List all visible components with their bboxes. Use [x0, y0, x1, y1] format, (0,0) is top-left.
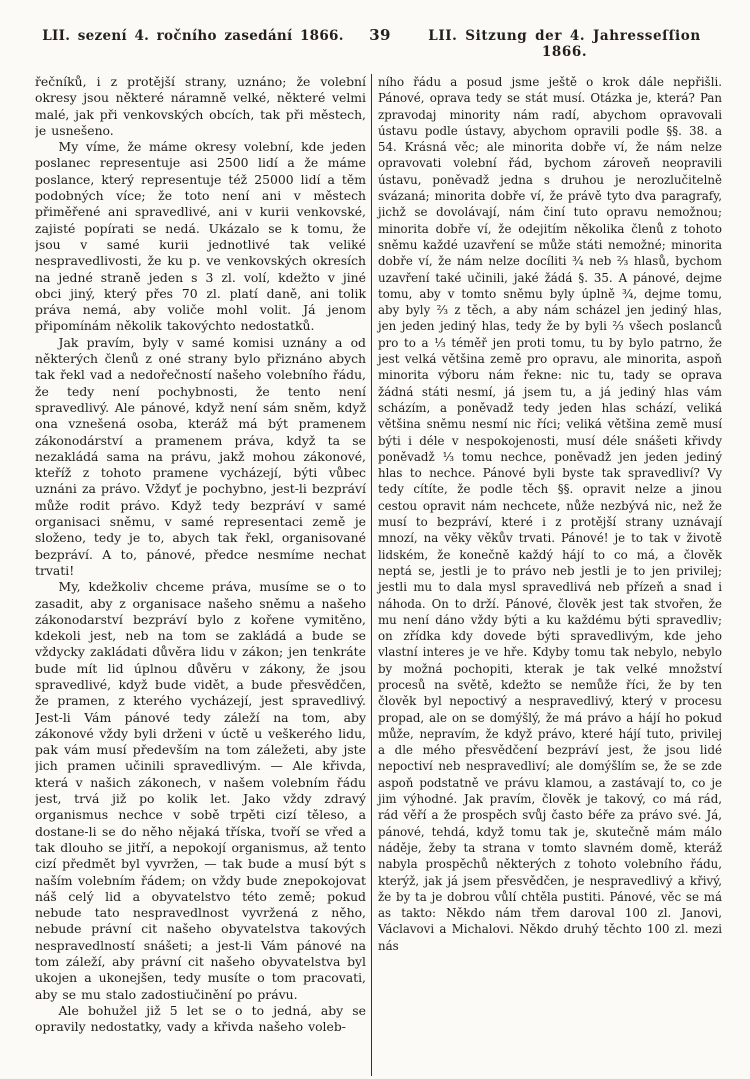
paragraph: My víme, že máme okresy volební, kde jeden poslanec representuje asi 2500 lidí a že máme poslance, který representuje též 25000 lidí a těm podobných více; že toto není ani v městech přiměřené ani spravedlivé, ani v kurii venkovské, zajisté popírati se nedá. Ukázalo se k tomu, že jsou v samé kurii jednotlivé tak veliké nespravedlivosti, že ku p. ve venkovských okresích na jedné straně jeden s 3 zl. volí, kdežto v jiné obci jiný, který přes 70 zl. platí daně, ani tolik práva nemá, aby voliče mohl volit. Já jenom připomínám několik takovýchto nedostatků.: [35, 139, 366, 334]
paragraph: Jak pravím, byly v samé komisi uznány a od některých členů z oné strany bylo přiznáno abych tak řekl vad a nedořečností našeho volebního řádu, že tedy není pochybnosti, že tento není spravedlivý. Ale pánové, když není sám sněm, když ona vznešená osoba, kteráž má být pramenem zákonodárství a pramenem práva, když ta se nezakládá sama na právu, jakž mohou zákonové, kteříž z tohoto pramene vycházejí, býti vůbec uznáni za právo. Vždyť je pochybno, jest-li bezpráví může rodit právo. Když tedy bezpráví v samé organisaci sněmu, v samé representaci země je složeno, tedy je to, abych tak řekl, organisované bezpráví. A to, pánové, předce nesmíme nechat trvati!: [35, 334, 366, 578]
text-columns: [0, 74, 750, 1076]
page-number: 39: [369, 26, 391, 44]
left-column: [35, 74, 371, 1076]
page-header: [0, 0, 750, 60]
paragraph: Ale bohužel již 5 let se o to jedná, aby se opravily nedostatky, vady a křivda našeho voleb-: [35, 1002, 366, 1035]
right-column: [372, 74, 722, 1076]
paragraph: řečníků, i z protější strany, uznáno; že volební okresy jsou některé náramně velké, některé velmi malé, jak při venkovských obcích, tak při městech, je usnešeno.: [35, 74, 366, 138]
header-title-czech: LII. sezení 4. ročního zasedání 1866.: [42, 28, 344, 44]
paragraph: ního řádu a posud jsme ještě o krok dále nepřišli. Pánové, oprava tedy se stát musí. Otázka je, která? Pan zpravodaj minority nám radí, abychom opravovali ústavu podle ústavy, abychom opravili podle §§. 38. a 54. Krásná věc; ale minorita dobře ví, že nám nelze opravovati volební řád, bychom zároveň neopravili ústavu, poněvadž jedna s druhou je nerozlučitelně svázaná; minorita dobře ví, že právě tyto dva paragrafy, jichž se dovolávají, nám činí tuto opravu nemožnou; minorita dobře ví, že odejitím několika členů z tohoto sněmu každé uzavření se může státi nemožné; minorita dobře ví, že nám nelze docíliti ¾ neb ⅔ hlasů, bychom uzavření také učinili, jaké žádá §. 35. A pánové, dejme tomu, aby v tomto sněmu byly úplně ¾, dejme tomu, aby byly ⅔ z těch, a aby nám scházel jen jediný hlas, jen jeden jediný hlas, tedy že by byli ⅔ všech poslanců pro to a ⅓ téměř jen proti tomu, tu by bylo patrno, že jest velká většina země pro opravu, ale minorita, aspoň minorita výboru nám řekne: nic tu, tady se oprava žádná státi nesmí, já jsem tu, a já jediný hlas vám scházím, a poněvadž tedy jeden hlas schází, veliká většina sněmu nesmí nic říci; veliká většina země musí býti i déle v nespokojenosti, musí déle snášeti křivdy poněvadž ⅓ tomu nechce, poněvadž jen jeden jediný hlas to nechce. Pánové byli byste tak spravedliví? Vy tedy cítíte, že podle těch §§. opravit nelze a jinou cestou opravit nám nechcete, nůže nezbývá nic, než že musí to bezpráví, které i z protější strany uznávají mnozí, na věky věkův trvati. Pánové! je to tak v životě lidském, že konečně každý hájí to co má, a člověk neptá se, jestli je to právo neb jestli je to jen privilej; jestli mu to dala mysl spravedlivá neb přízeň a snad i náhoda. On to drží. Pánové, člověk jest tak stvořen, že mu není dáno vždy býti a ku každému býti spravedliv; on zřídka kdy dovede býti spravedlivým, kde jeho vlastní interes je ve hře. Kdyby tomu tak nebylo, nebylo by možná pochopiti, kterak je tak velké množství procesů na světě, kdežto se nemůže říci, že by ten člověk byl nepoctivý a nespravedlivý, který v procesu propad, ale on se domýšlý, že má právo a hájí ho pokud může, nepravím, že když právo, které hájí tuto, privilej a dle mého přesvědčení bezpráví jest, že jsou lidé nepoctiví neb nespravedliví; ale domýšlím se, že se zde aspoň podstatně ve právu klamou, a zastávají to, co je jim výhodné. Jak pravím, člověk je takový, co má rád, rád věří a že prospěch svůj často béře za právo své. Já, pánové, tehdá, když tomu tak je, skutečně mám málo náděje, žeby ta strana v tomto slavném domě, kteráž nabyla prospěchů některých z tohoto volebního řádu, kterýž, jak já jsem přesvědčen, je nespravedlivý a křivý, že by ta je dobrou vůlí chtěla pustiti. Pánové, věc se má as takto: Někdo nám třem daroval 100 zl. Janovi, Václavovi a Michalovi. Někdo druhý těchto 100 zl. mezi nás: [378, 75, 722, 953]
paragraph: My, kdežkoliv chceme práva, musíme se o to zasadit, aby z organisace našeho sněmu a našeho zákonodarství bezpráví bylo z kořene vymitěno, kdekoli jest, neb na tom se zakládá a bude se vždycky zakládati důvěra lidu v zákon; jen tenkráte bude mít lid úplnou důvěru v zákony, že jsou spravedlivé, když bude vidět, a bude přesvědčen, že pramen, z kterého vycházejí, jest spravedlivý. Jest-li Vám pánové tedy záleží na tom, aby zákonové vždy byli drženi v úctě u veškerého lidu, pak vám musí především na tom záležeti, aby jste jich pramen učinili spravedlivým. — Ale křivda, která v našich zákonech, v našem volebním řádu jest, trvá již po kolik let. Jako vždy zdravý organismus nechce v sobě trpěti cizí těleso, a dostane-li se do něho nějaká tříska, tvoří se vřed a tak dlouho se jitří, a nepokojí organismus, až tento cizí předmět byl vyvržen, — tak bude a musí být s naším volebním řádem; on vždy bude znepokojovat náš celý lid a obyvatelstvo této země; pokud nebude tato nespravedlnost vyvržená z něho, nebude právní cit našeho obyvatelstva takových nespravedlností snášeti; a jest-li Vám pánové na tom záleží, aby právní cit našeho obyvatelstva byl ukojen a ukonejšen, tedy musíte o tom pracovati, aby se mu stalo zadostiučinění po právu.: [35, 579, 366, 1002]
header-title-german: LII. Sitzung der 4. Jahresseſſion 1866.: [428, 28, 701, 60]
